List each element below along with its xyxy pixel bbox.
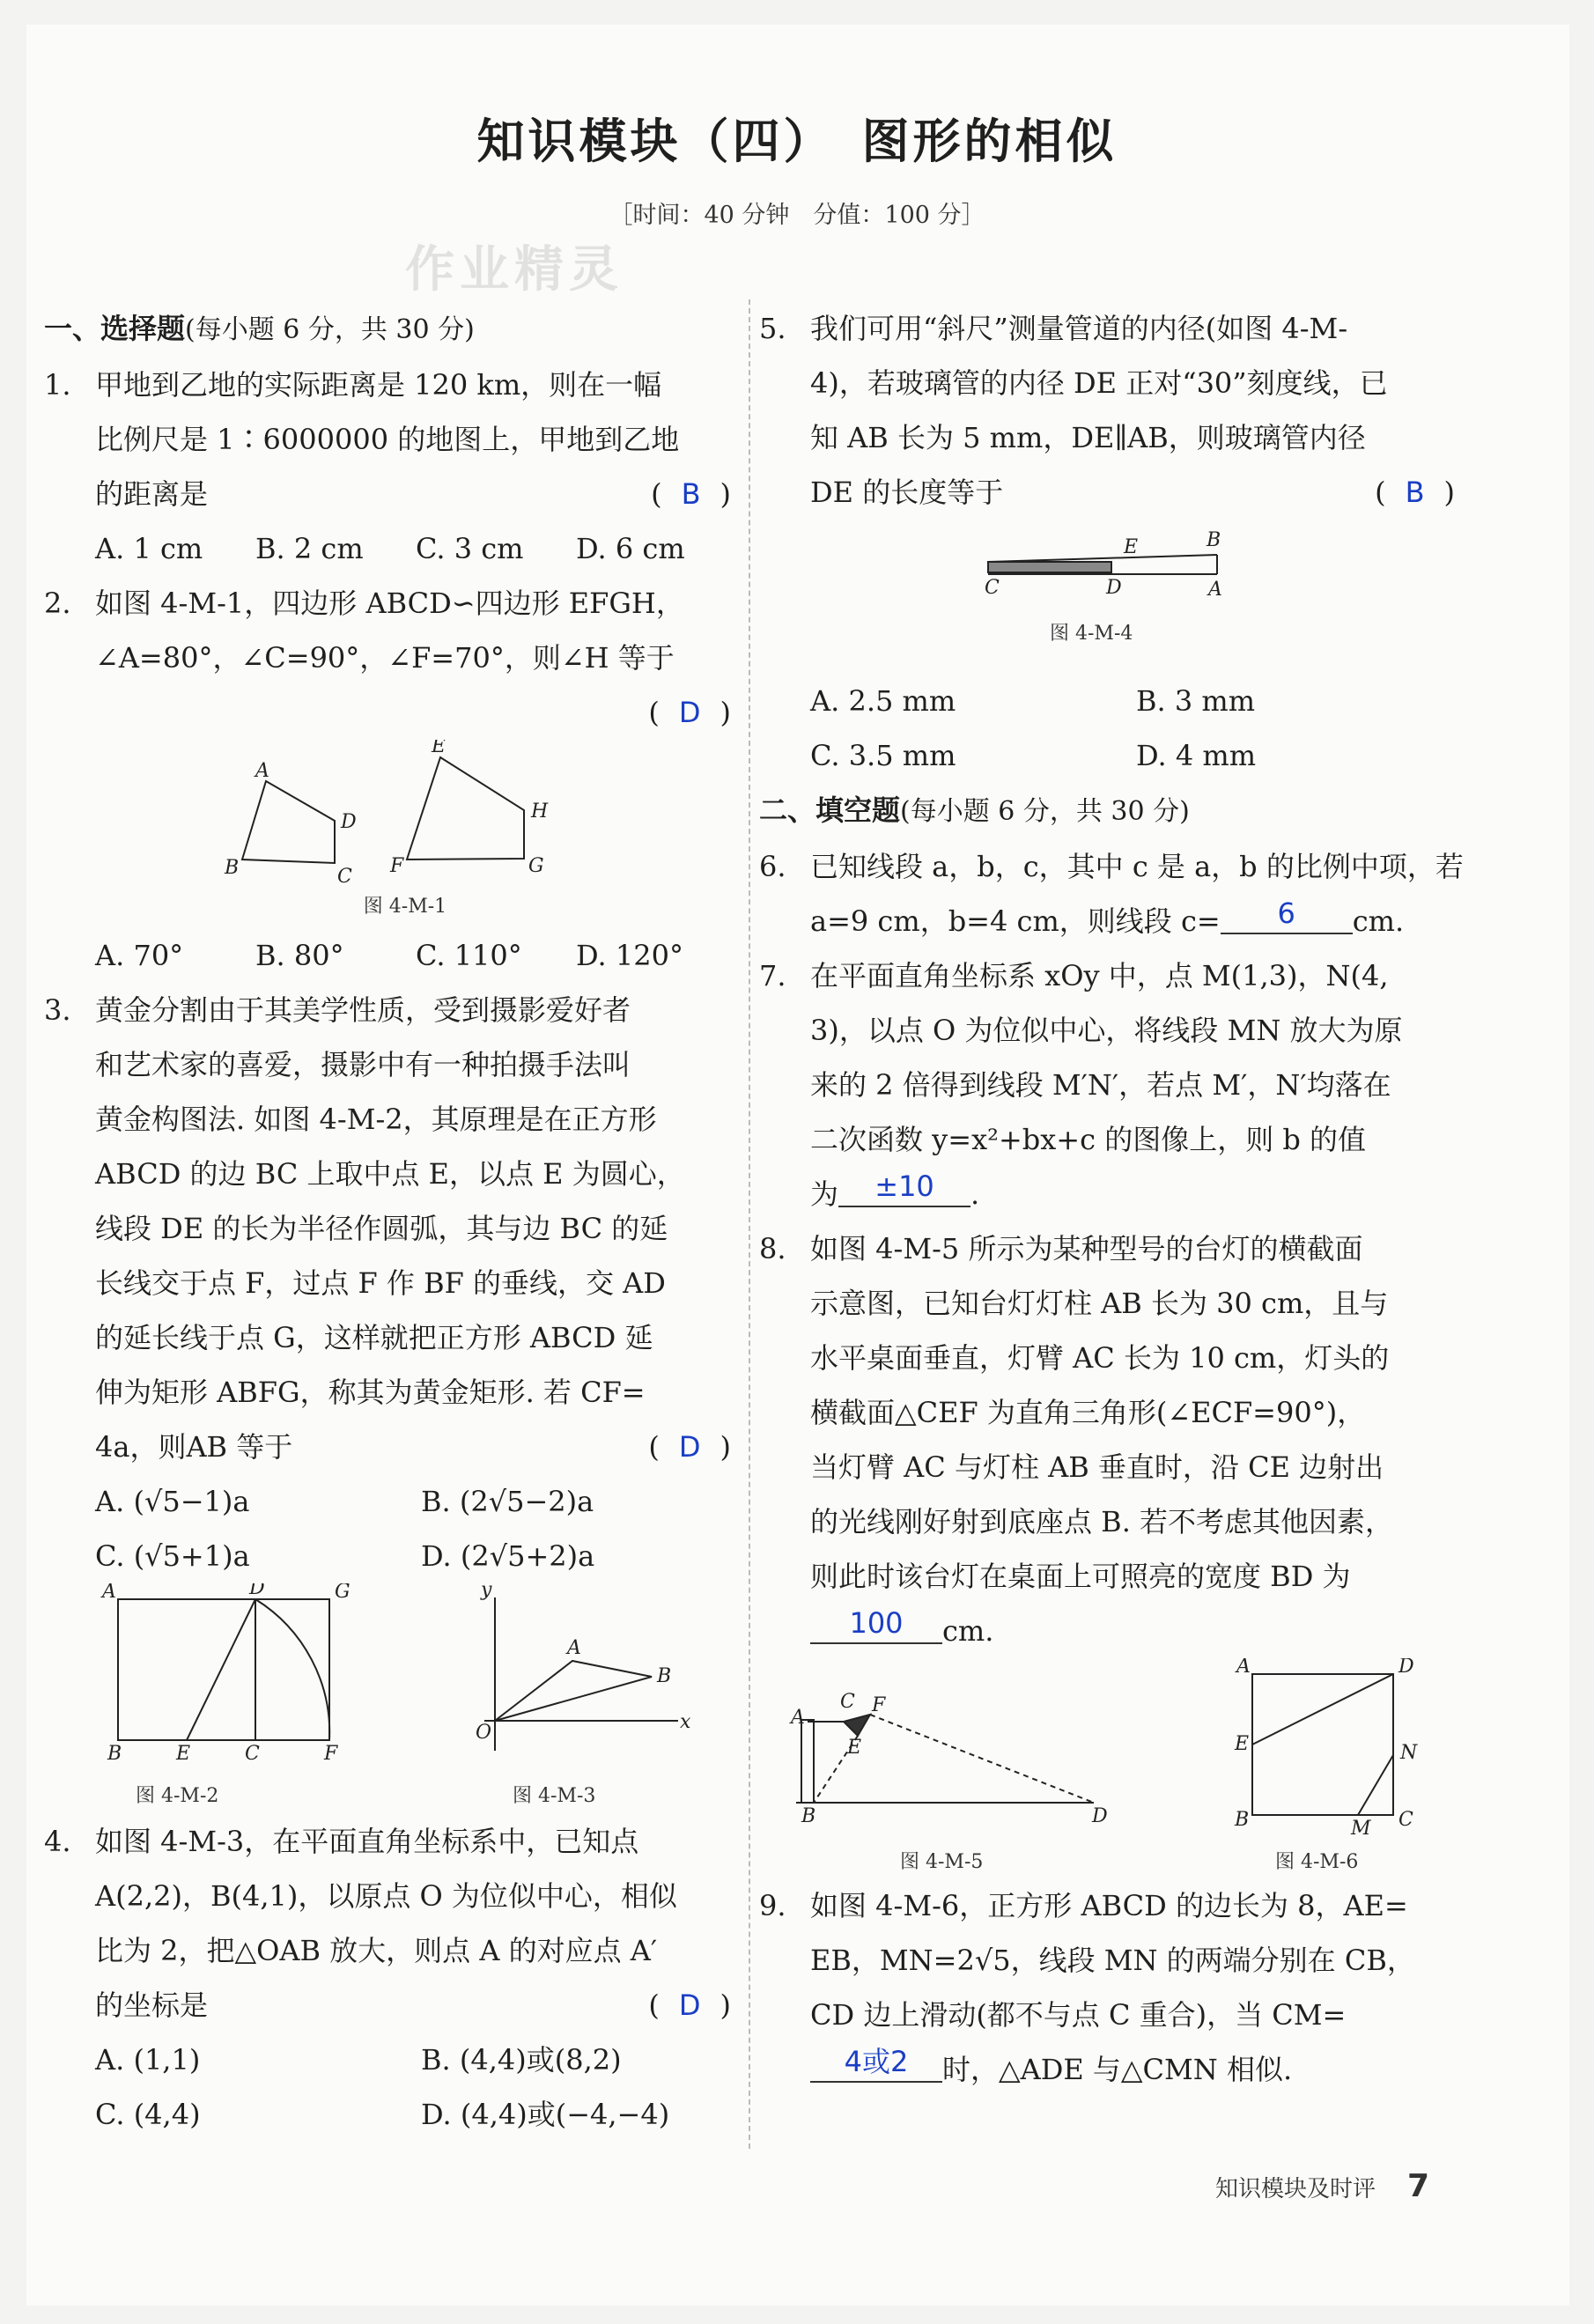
section-heading-choice — [44, 301, 740, 358]
option: D. 4 mm — [1136, 739, 1257, 772]
figure-4-M-4 — [759, 520, 1464, 674]
question-text: 则此时该台灯在桌面上可照亮的宽度 BD 为 — [810, 1560, 1351, 1593]
answer-unit: cm. — [942, 1614, 994, 1648]
question-text: 来的 2 倍得到线段 M′N′，若点 M′，N′均落在 — [810, 1068, 1391, 1102]
question-2 — [44, 576, 740, 983]
answer-paren: ( D ) — [648, 1430, 731, 1464]
svg-text:E: E — [1124, 536, 1139, 558]
question-text: 伸为矩形 ABFG，称其为黄金矩形. 若 CF= — [95, 1376, 646, 1409]
footer-text: 知识模块及时评 — [1215, 2176, 1376, 2202]
question-text: 在平面直角坐标系 xOy 中，点 M(1,3)，N(4, — [810, 959, 1389, 992]
question-1 — [44, 358, 740, 576]
svg-text:H: H — [531, 800, 549, 823]
question-number: 6. — [759, 850, 786, 883]
section-label: 二、填空题 — [759, 793, 901, 827]
svg-text:B: B — [107, 1743, 122, 1765]
answer-paren: ( D ) — [648, 1988, 731, 2022]
svg-text:D: D — [249, 1583, 265, 1599]
question-text: 二次函数 y=x²+bx+c 的图像上，则 b 的值 — [810, 1123, 1367, 1156]
option: B. (2√5−2)a — [421, 1485, 594, 1518]
question-text: 示意图，已知台灯灯柱 AB 长为 30 cm，且与 — [810, 1287, 1389, 1320]
section-label: 一、选择题 — [44, 312, 186, 345]
answer-choice: B — [1405, 476, 1425, 509]
answer-choice: B — [681, 477, 701, 511]
question-text: 4a，则AB 等于 — [95, 1430, 293, 1464]
question-text: 黄金构图法. 如图 4-M-2，其原理是在正方形 — [95, 1103, 657, 1136]
question-text: 我们可用“斜尺”测量管道的内径(如图 4-M- — [810, 312, 1348, 345]
svg-text:E: E — [1235, 1733, 1250, 1755]
answer-unit: . — [970, 1177, 980, 1211]
svg-text:B: B — [225, 857, 240, 879]
question-text: DE 的长度等于 — [810, 476, 1004, 509]
svg-text:A: A — [255, 760, 269, 782]
question-text: 的坐标是 — [95, 1988, 209, 2022]
question-text: 当灯臂 AC 与灯柱 AB 垂直时，沿 CE 边射出 — [810, 1450, 1384, 1484]
question-text: 已知线段 a，b，c，其中 c 是 a，b 的比例中项，若 — [810, 850, 1464, 883]
figure-caption: 图 4-M-6 — [1275, 1851, 1359, 1873]
svg-text:A: A — [1236, 1658, 1251, 1678]
option: D. 120° — [576, 939, 683, 972]
option: A. 1 cm — [95, 532, 203, 565]
question-text: 如图 4-M-6，正方形 ABCD 的边长为 8，AE= — [810, 1889, 1408, 1922]
options-row — [44, 1474, 740, 1529]
page-number: 7 — [1407, 2168, 1430, 2204]
question-text: 3)，以点 O 为位似中心，将线段 MN 放大为原 — [810, 1014, 1403, 1047]
desk-lamp-and-square-diagram — [759, 1658, 1464, 1843]
svg-text:A: A — [791, 1707, 805, 1729]
option: C. (√5+1)a — [95, 1539, 250, 1573]
question-text: 横截面△CEF 为直角三角形(∠ECF=90°)， — [810, 1396, 1366, 1429]
question-text: 的延长线于点 G，这样就把正方形 ABCD 延 — [95, 1321, 653, 1354]
option: D. (2√5+2)a — [421, 1539, 595, 1573]
question-text: ABCD 的边 BC 上取中点 E，以点 E 为圆心， — [95, 1157, 685, 1191]
left-column — [44, 301, 740, 2142]
answer-choice: D — [678, 696, 701, 729]
page-title: 知识模块（四） 图形的相似 — [476, 114, 1118, 169]
answer-paren: ( D ) — [648, 696, 731, 729]
svg-text:C: C — [1398, 1809, 1413, 1831]
svg-text:y: y — [481, 1583, 492, 1601]
answer-paren: ( B ) — [651, 477, 731, 511]
golden-rectangle-and-axes-diagram — [44, 1583, 740, 1786]
option: A. 70° — [95, 939, 184, 972]
svg-text:D: D — [1398, 1658, 1414, 1678]
watermark: 作业精灵 — [405, 241, 624, 299]
svg-text:G: G — [335, 1583, 351, 1603]
figure-caption: 图 4-M-1 — [363, 896, 447, 918]
figure-4-M-1 — [44, 740, 740, 918]
question-text: 的光线刚好射到底座点 B. 若不考虑其他因素， — [810, 1505, 1394, 1538]
option: C. 110° — [416, 939, 522, 972]
question-number: 2. — [44, 587, 71, 620]
question-text: 如图 4-M-3，在平面直角坐标系中，已知点 — [95, 1825, 639, 1858]
figure-caption: 图 4-M-2 — [136, 1785, 219, 1807]
question-4 — [44, 1814, 740, 2142]
svg-text:D: D — [1106, 577, 1122, 599]
page-footer — [1215, 2168, 1429, 2204]
option: D. 6 cm — [576, 532, 685, 565]
figures-4-M-5-and-6 — [759, 1658, 1464, 1878]
question-text: 为 — [810, 1177, 839, 1211]
question-text: 4)，若玻璃管的内径 DE 正对“30”刻度线，已 — [810, 366, 1388, 400]
question-text: 比例尺是 1∶6000000 的地图上，甲地到乙地 — [95, 423, 680, 456]
question-3 — [44, 983, 740, 1814]
figure-caption: 图 4-M-5 — [900, 1851, 984, 1873]
svg-text:B: B — [1235, 1809, 1250, 1831]
question-text: 线段 DE 的长为半径作圆弧，其与边 BC 的延 — [95, 1212, 668, 1245]
answer-choice: D — [678, 1430, 701, 1464]
question-text: EB，MN=2√5，线段 MN 的两端分别在 CB， — [810, 1944, 1415, 1977]
section-heading-fill — [759, 783, 1464, 839]
svg-text:C: C — [337, 866, 352, 888]
question-text: 的距离是 — [95, 477, 209, 511]
figure-caption: 图 4-M-3 — [513, 1785, 596, 1807]
svg-text:E: E — [432, 740, 446, 757]
options-row — [759, 728, 1464, 783]
options-row — [44, 521, 740, 576]
options-row — [44, 1529, 740, 1583]
question-5 — [759, 301, 1464, 783]
svg-text:E: E — [847, 1737, 862, 1759]
question-number: 4. — [44, 1825, 71, 1858]
option: A. 2.5 mm — [810, 684, 956, 718]
section-note: (每小题 6 分，共 30 分) — [185, 314, 475, 345]
svg-text:A: A — [1208, 579, 1222, 601]
svg-text:F: F — [390, 855, 404, 877]
option: B. 80° — [255, 939, 344, 972]
svg-text:F: F — [324, 1743, 338, 1765]
option: C. 3.5 mm — [810, 739, 956, 772]
page-subtitle: ［时间：40 分钟 分值：100 分］ — [609, 202, 985, 229]
svg-text:C: C — [245, 1743, 260, 1765]
svg-text:G: G — [528, 855, 544, 877]
svg-text:O: O — [476, 1722, 492, 1744]
question-text: a=9 cm，b=4 cm，则线段 c= — [810, 904, 1221, 938]
column-divider — [749, 299, 750, 2149]
svg-text:A: A — [102, 1583, 116, 1603]
option: B. 3 mm — [1136, 684, 1256, 718]
fill-answer: ±10 — [838, 1167, 970, 1207]
quadrilaterals-diagram — [44, 740, 740, 907]
options-row — [44, 2033, 740, 2087]
svg-text:E: E — [176, 1743, 191, 1765]
option: D. (4,4)或(−4,−4) — [421, 2098, 670, 2131]
svg-text:A: A — [567, 1637, 581, 1659]
question-8 — [759, 1221, 1464, 1878]
fill-answer: 100 — [810, 1604, 942, 1644]
svg-text:D: D — [1092, 1805, 1108, 1827]
question-text: 如图 4-M-5 所示为某种型号的台灯的横截面 — [810, 1232, 1363, 1265]
option: A. (1,1) — [95, 2043, 201, 2077]
question-number: 8. — [759, 1232, 786, 1265]
question-text: CD 边上滑动(都不与点 C 重合)，当 CM= — [810, 1998, 1347, 2032]
section-note: (每小题 6 分，共 30 分) — [900, 796, 1190, 827]
right-column — [759, 301, 1464, 2097]
question-text: ∠A=80°，∠C=90°，∠F=70°，则∠H 等于 — [95, 641, 675, 675]
question-number: 1. — [44, 368, 71, 402]
option: B. 2 cm — [255, 532, 364, 565]
svg-text:M: M — [1351, 1818, 1371, 1840]
question-6 — [759, 839, 1464, 948]
svg-text:B: B — [657, 1665, 672, 1687]
svg-text:C: C — [840, 1691, 855, 1713]
option: C. 3 cm — [416, 532, 524, 565]
option: C. (4,4) — [95, 2098, 201, 2131]
question-number: 7. — [759, 959, 786, 992]
fill-answer: 4或2 — [810, 2042, 942, 2083]
answer-paren: ( B ) — [1375, 476, 1455, 509]
answer-unit: 时，△ADE 与△CMN 相似. — [942, 2053, 1293, 2086]
svg-text:B: B — [801, 1805, 816, 1827]
answer-unit: cm. — [1352, 904, 1405, 938]
options-row — [44, 928, 740, 983]
options-row — [759, 674, 1464, 728]
question-text: 知 AB 长为 5 mm，DE∥AB，则玻璃管内径 — [810, 421, 1366, 454]
question-7 — [759, 948, 1464, 1221]
question-text: 水平桌面垂直，灯臂 AC 长为 10 cm，灯头的 — [810, 1341, 1390, 1375]
question-number: 9. — [759, 1889, 786, 1922]
fill-answer: 6 — [1221, 894, 1353, 934]
svg-text:B: B — [1207, 529, 1221, 551]
question-text: 甲地到乙地的实际距离是 120 km，则在一幅 — [95, 368, 662, 402]
svg-text:x: x — [680, 1711, 691, 1733]
question-number: 3. — [44, 993, 71, 1027]
figures-4-M-2-and-3 — [44, 1583, 740, 1814]
slanted-ruler-diagram — [759, 520, 1464, 634]
svg-text:C: C — [985, 577, 1000, 599]
question-text: A(2,2)，B(4,1)，以原点 O 为位似中心，相似 — [95, 1879, 677, 1913]
question-text: 比为 2，把△OAB 放大，则点 A 的对应点 A′ — [95, 1934, 658, 1967]
question-9 — [759, 1878, 1464, 2097]
question-text: 如图 4-M-1，四边形 ABCD∽四边形 EFGH， — [95, 587, 684, 620]
question-text: 和艺术家的喜爱，摄影中有一种拍摄手法叫 — [95, 1048, 631, 1081]
option: A. (√5−1)a — [95, 1485, 250, 1518]
options-row — [44, 2087, 740, 2142]
question-text: 长线交于点 F，过点 F 作 BF 的垂线，交 AD — [95, 1266, 666, 1300]
option: B. (4,4)或(8,2) — [421, 2043, 622, 2077]
svg-text:F: F — [872, 1694, 886, 1716]
svg-text:N: N — [1400, 1742, 1418, 1764]
answer-choice: D — [678, 1988, 701, 2022]
question-number: 5. — [759, 312, 786, 345]
figure-caption: 图 4-M-4 — [1050, 623, 1133, 645]
question-text: 黄金分割由于其美学性质，受到摄影爱好者 — [95, 993, 631, 1027]
svg-text:D: D — [341, 811, 357, 833]
